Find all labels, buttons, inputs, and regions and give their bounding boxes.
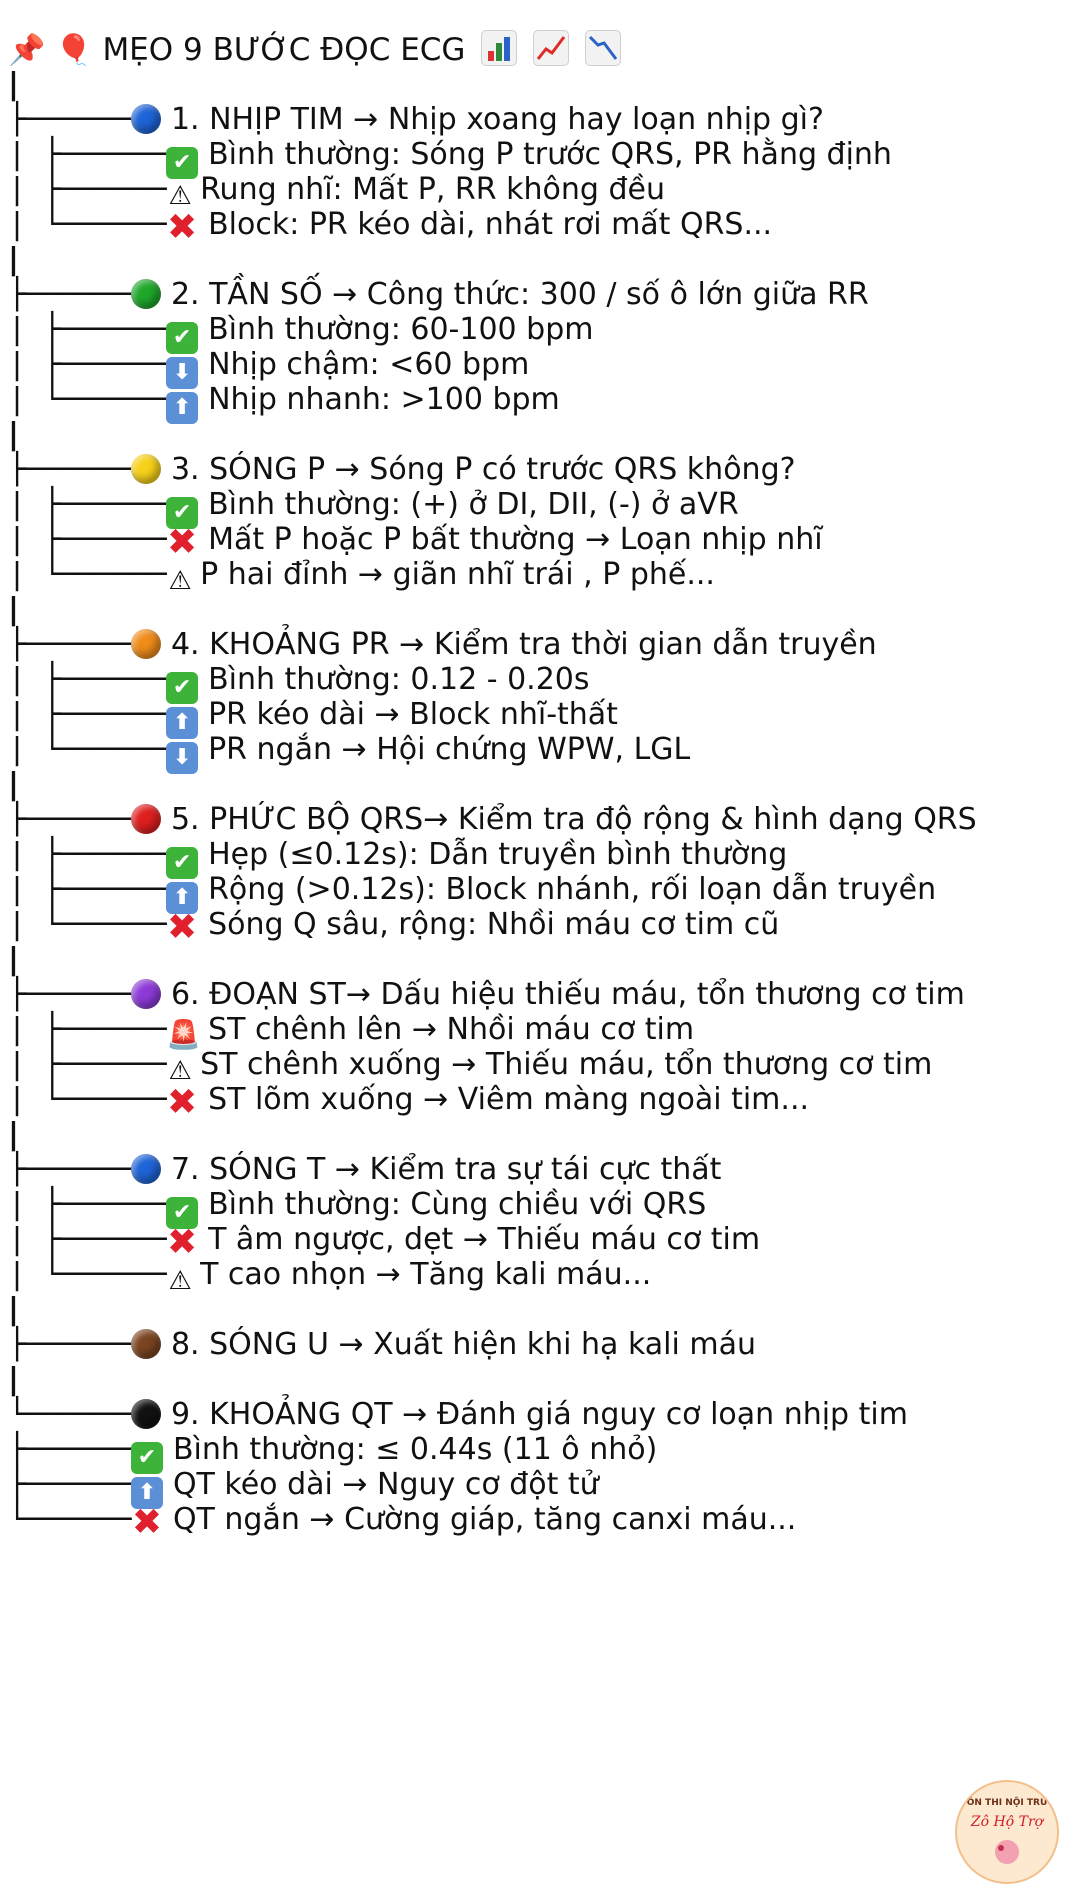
cross-icon: ✖ [166, 907, 198, 948]
step-dot-icon [131, 1399, 161, 1429]
tree-connector: | [8, 592, 19, 627]
tree-branch: ├────── [8, 1327, 131, 1362]
step-item-text: Rộng (>0.12s): Block nhánh, rối loạn dẫn truyền [208, 872, 937, 907]
step-row [8, 450, 796, 490]
tree-spacer [8, 240, 19, 280]
step-item-text: Bình thường: 0.12 - 0.20s [208, 662, 590, 697]
tree-spacer [8, 940, 19, 980]
step-item-text: Bình thường: 60-100 bpm [208, 312, 594, 347]
up-arrow-icon: ⬆ [166, 882, 198, 914]
check-icon: ✔ [166, 847, 198, 879]
step-row [8, 1150, 721, 1190]
step-item-text: T cao nhọn → Tăng kali máu... [200, 1257, 652, 1292]
step-item-text: Bình thường: Cùng chiều với QRS [208, 1187, 707, 1222]
check-icon: ✔ [166, 147, 198, 179]
tree-connector: | [8, 242, 19, 277]
step-item-text: Mất P hoặc P bất thường → Loạn nhịp nhĩ [208, 522, 823, 557]
step-item [8, 835, 787, 875]
tree-branch: | ├────── [8, 1222, 167, 1257]
warning-icon: ⚠ [168, 181, 192, 211]
warning-icon: ⚠ [168, 566, 192, 596]
balloon-icon: 🎈 [55, 33, 93, 68]
step-heading: 5. PHỨC BỘ QRS→ Kiểm tra độ rộng & hình dạng QRS [170, 802, 977, 837]
tree-connector: | [8, 1117, 19, 1152]
step-item [8, 870, 936, 910]
bar-chart-icon [481, 30, 517, 66]
step-dot-icon [131, 804, 161, 834]
step-item [8, 170, 665, 210]
up-arrow-icon: ⬆ [166, 392, 198, 424]
step-dot-icon [131, 104, 161, 134]
tree-connector: | [8, 67, 19, 102]
step-item-text: QT ngắn → Cường giáp, tăng canxi máu... [172, 1502, 797, 1537]
tree-branch: └────── [8, 1502, 131, 1537]
step-item [8, 555, 715, 595]
step-row [8, 800, 977, 840]
step-item-text: Rung nhĩ: Mất P, RR không đều [200, 172, 665, 207]
check-icon: ✔ [131, 1442, 163, 1474]
step-item [8, 1010, 694, 1050]
tree-spacer [8, 1360, 19, 1400]
tree-branch: ├────── [8, 627, 131, 662]
check-icon: ✔ [166, 1197, 198, 1229]
cross-icon: ✖ [166, 522, 198, 563]
step-dot-icon [131, 979, 161, 1009]
tree-spacer [8, 65, 19, 105]
step-item-text: Nhịp chậm: <60 bpm [208, 347, 530, 382]
tree-branch: | └────── [8, 557, 167, 592]
tree-branch: | └────── [8, 382, 167, 417]
step-item [8, 695, 618, 735]
down-arrow-icon: ⬇ [166, 357, 198, 389]
tree-branch: | └────── [8, 1082, 167, 1117]
pushpin-icon: 📌 [8, 33, 46, 68]
step-item [8, 1185, 706, 1225]
step-row [8, 1395, 908, 1435]
step-heading: 7. SÓNG T → Kiểm tra sự tái cực thất [170, 1152, 722, 1187]
siren-icon: 🚨 [166, 1018, 201, 1051]
chart-increasing-icon [533, 30, 569, 66]
cross-icon: ✖ [166, 1082, 198, 1123]
tree-branch: | ├────── [8, 522, 167, 557]
tree-branch: ├────── [8, 1432, 131, 1467]
tree-spacer [8, 590, 19, 630]
step-dot-icon [131, 279, 161, 309]
check-icon: ✔ [166, 497, 198, 529]
cross-icon: ✖ [166, 1222, 198, 1263]
tree-spacer [8, 1290, 19, 1330]
step-item-text: ST chênh lên → Nhồi máu cơ tim [208, 1012, 695, 1047]
tree-branch: | ├────── [8, 662, 167, 697]
step-row [8, 275, 869, 315]
chart-decreasing-icon [585, 30, 621, 66]
page-title: MẸO 9 BƯỚC ĐỌC ECG [102, 32, 466, 68]
tree-branch: ├────── [8, 452, 131, 487]
tree-branch: ├────── [8, 102, 131, 137]
down-arrow-icon: ⬇ [166, 742, 198, 774]
title-row [8, 30, 621, 70]
step-item [8, 345, 529, 385]
tree-branch: ├────── [8, 1152, 131, 1187]
step-item-text: T âm ngược, dẹt → Thiếu máu cơ tim [208, 1222, 761, 1257]
step-item [8, 1500, 797, 1543]
step-heading: 8. SÓNG U → Xuất hiện khi hạ kali máu [170, 1327, 756, 1362]
step-item [8, 520, 823, 563]
tree-connector: | [8, 1362, 19, 1397]
step-item [8, 1080, 810, 1123]
step-item [8, 905, 780, 948]
step-item [8, 135, 892, 175]
tree-branch: | └────── [8, 732, 167, 767]
step-item [8, 730, 690, 770]
step-item-text: Bình thường: ≤ 0.44s (11 ô nhỏ) [172, 1432, 658, 1467]
tree-branch: ├────── [8, 802, 131, 837]
tree-branch: | ├────── [8, 172, 167, 207]
tree-branch: | ├────── [8, 312, 167, 347]
step-item-text: PR ngắn → Hội chứng WPW, LGL [208, 732, 691, 767]
step-item-text: Hẹp (≤0.12s): Dẫn truyền bình thường [208, 837, 788, 872]
step-dot-icon [131, 629, 161, 659]
tree-branch: | └────── [8, 1257, 167, 1292]
warning-icon: ⚠ [168, 1266, 192, 1296]
step-item [8, 1220, 761, 1263]
step-dot-icon [131, 1154, 161, 1184]
step-item-text: ST chênh xuống → Thiếu máu, tổn thương cơ tim [200, 1047, 933, 1082]
tree-branch: ├────── [8, 977, 131, 1012]
step-item [8, 380, 560, 420]
tree-connector: | [8, 942, 19, 977]
stamp-heart-icon [957, 1782, 1057, 1882]
step-dot-icon [131, 454, 161, 484]
up-arrow-icon: ⬆ [131, 1477, 163, 1509]
tree-branch: | ├────── [8, 1012, 167, 1047]
tree-spacer [8, 765, 19, 805]
step-item-text: P hai đỉnh → giãn nhĩ trái , P phế... [200, 557, 715, 592]
stamp-script-text: Zô Hộ Trợ [970, 1814, 1044, 1830]
step-item [8, 205, 773, 248]
tree-branch: | ├────── [8, 1187, 167, 1222]
step-item [8, 485, 739, 525]
step-row [8, 625, 877, 665]
step-heading: 2. TẦN SỐ → Công thức: 300 / số ô lớn giữa RR [170, 277, 869, 312]
step-heading: 6. ĐOẠN ST→ Dấu hiệu thiếu máu, tổn thương cơ tim [170, 977, 965, 1012]
logo-stamp [955, 1780, 1059, 1884]
step-item [8, 1465, 599, 1505]
tree-branch: | ├────── [8, 137, 167, 172]
step-row [8, 1325, 756, 1365]
tree-connector: | [8, 767, 19, 802]
tree-connector: | [8, 1292, 19, 1327]
tree-spacer [8, 1115, 19, 1155]
up-arrow-icon: ⬆ [166, 707, 198, 739]
check-icon: ✔ [166, 322, 198, 354]
tree-branch: | ├────── [8, 872, 167, 907]
tree-branch: | ├────── [8, 347, 167, 382]
cross-icon: ✖ [166, 207, 198, 248]
step-item-text: Bình thường: Sóng P trước QRS, PR hằng định [208, 137, 892, 172]
tree-branch: | ├────── [8, 697, 167, 732]
step-dot-icon [131, 1329, 161, 1359]
step-item-text: ST lõm xuống → Viêm màng ngoài tim... [208, 1082, 810, 1117]
step-heading: 3. SÓNG P → Sóng P có trước QRS không? [170, 452, 796, 487]
stamp-top-text: ÔN THI NỘI TRÚ [966, 1798, 1048, 1808]
tree-branch: ├────── [8, 1467, 131, 1502]
step-heading: 1. NHỊP TIM → Nhịp xoang hay loạn nhịp gì? [170, 102, 824, 137]
tree-branch: ├────── [8, 277, 131, 312]
tree-branch: | ├────── [8, 1047, 167, 1082]
step-item-text: Bình thường: (+) ở DI, DII, (-) ở aVR [208, 487, 739, 522]
tree-spacer [8, 415, 19, 455]
tree-branch: | └────── [8, 907, 167, 942]
step-item-text: QT kéo dài → Nguy cơ đột tử [172, 1467, 599, 1502]
step-item [8, 310, 594, 350]
step-row [8, 100, 824, 140]
step-item-text: Nhịp nhanh: >100 bpm [208, 382, 560, 417]
tree-connector: | [8, 417, 19, 452]
cross-icon: ✖ [131, 1502, 163, 1543]
step-heading: 9. KHOẢNG QT → Đánh giá nguy cơ loạn nhịp tim [170, 1397, 908, 1432]
step-item-text: Sóng Q sâu, rộng: Nhồi máu cơ tim cũ [208, 907, 780, 942]
step-item [8, 1045, 932, 1085]
step-row [8, 975, 965, 1015]
step-item [8, 660, 590, 700]
tree-branch: | ├────── [8, 837, 167, 872]
tree-branch: └────── [8, 1397, 131, 1432]
check-icon: ✔ [166, 672, 198, 704]
step-item-text: PR kéo dài → Block nhĩ-thất [208, 697, 618, 732]
warning-icon: ⚠ [168, 1056, 192, 1086]
step-item [8, 1430, 657, 1470]
step-item [8, 1255, 651, 1295]
step-heading: 4. KHOẢNG PR → Kiểm tra thời gian dẫn truyền [170, 627, 877, 662]
step-item-text: Block: PR kéo dài, nhát rơi mất QRS... [208, 207, 773, 242]
tree-branch: | ├────── [8, 487, 167, 522]
tree-branch: | └────── [8, 207, 167, 242]
